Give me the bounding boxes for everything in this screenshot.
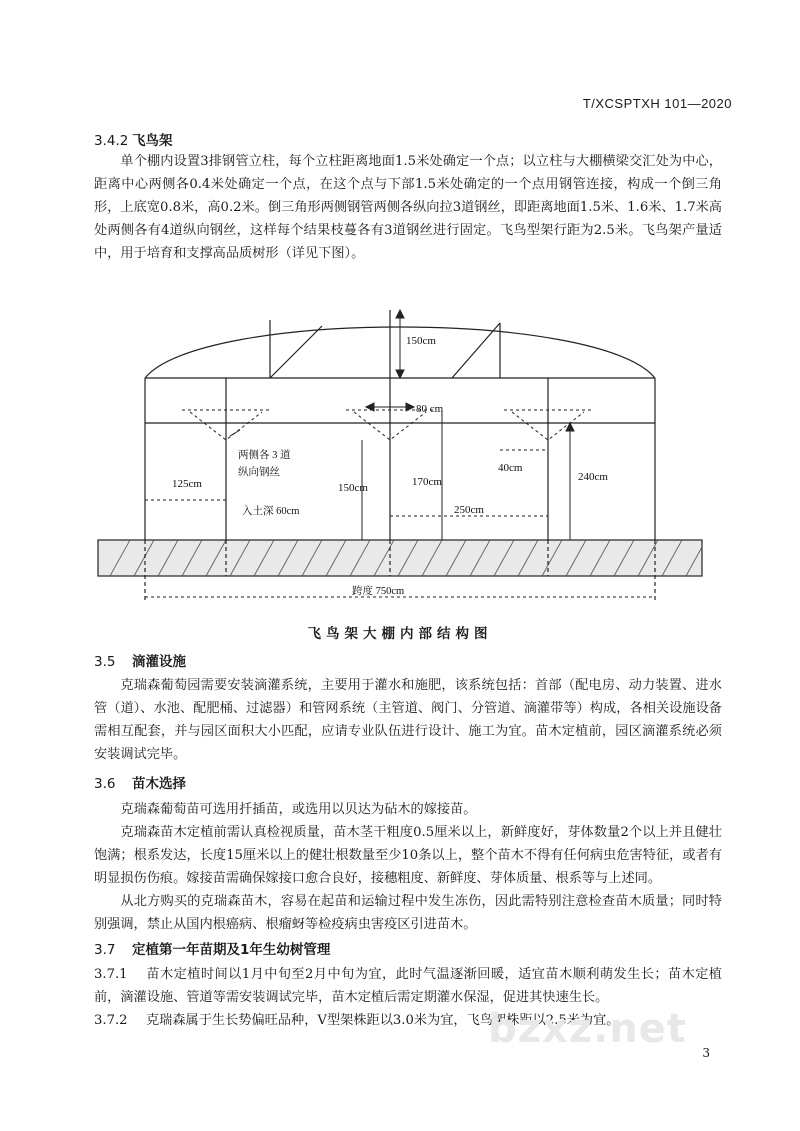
section-heading-3-5 [94,650,186,670]
section-title: 滴灌设施 [132,654,186,670]
paragraph-number: 3.7.1 [94,967,128,982]
section-title: 飞鸟架 [132,133,173,149]
label-burial-depth: 入土深 60cm [242,506,300,517]
label-row-spacing: 250cm [454,504,484,516]
paragraph-3-4-2: 单个棚内设置3排钢管立柱，每个立柱距离地面1.5米处确定一个点；以立柱与大棚横梁交汇处为中心，距离中心两侧各0.4米处确定一个点，在这个点与下部1.5米处确定的一个点用钢管连接，构成一个倒三角形，上底宽0.8米，高0.2米。倒三角形两侧钢管两侧各纵向拉3道钢丝，即距离地面1.5米、1.6米、1.7米高处两侧各有4道纵向钢丝，这样每个结果枝蔓各有3道钢丝进行固定。飞鸟型架行距为2.5米。飞鸟架产量适中，用于培育和支撑高品质树形（详见下图）。 [94,154,722,261]
label-wire-gap: 40cm [498,462,523,474]
document-code: T/XCSPTXH 101—2020 [582,96,732,111]
paragraph-3-5: 克瑞森葡萄园需要安装滴灌系统，主要用于灌水和施肥，该系统包括：首部（配电房、动力装置、进水管（道）、水池、配肥桶、过滤器）和管网系统（主管道、阀门、分管道、滴灌带等）构成，各相关设施设备需相互配套，并与园区面积大小匹配，应请专业队伍进行设计、施工为宜。苗木定植前，园区滴灌系统必须安装调试完毕。 [94,678,722,762]
section-title: 定植第一年苗期及1年生幼树管理 [132,942,331,958]
paragraph-text: 苗木定植时间以1月中旬至2月中旬为宜，此时气温逐渐回暖，适宜苗木顺利萌发生长；苗木定植前，滴灌设施、管道等需安装调试完毕，苗木定植后需定期灌水保湿，促进其快速生长。 [94,967,722,1005]
label-side-offset: 125cm [172,478,202,490]
paragraph-text: 克瑞森属于生长势偏旺品种，V型架株距以3.0米为宜，飞鸟架株距以2.5米为宜。 [146,1013,620,1028]
label-wire-width: 80 cm [416,403,444,415]
soil-band [98,540,702,576]
paragraph-3-7-1 [94,963,722,1009]
section-number: 3.6 [94,776,116,792]
label-beam-height: 240cm [578,471,608,483]
greenhouse-structure-diagram [90,290,710,610]
paragraph-3-6-2: 克瑞森苗木定植前需认真检视质量，苗木茎干粗度0.5厘米以上，新鲜度好，芽体数量2个以上并且健壮饱满；根系发达，长度15厘米以上的健壮根数量至少10条以上，整个苗木不得有任何病虫危害特征，或者有明显损伤伤痕。嫁接苗需确保嫁接口愈合良好，接穗粗度、新鲜度、芽体质量、根系等与上述同。 [94,825,722,886]
section-heading-3-7 [94,938,330,958]
label-top-height: 150cm [406,335,436,347]
paragraph-number: 3.7.2 [94,1013,128,1028]
label-wire-note-2: 纵向钢丝 [238,467,280,478]
label-span: 跨度 750cm [352,586,405,597]
section-number: 3.5 [94,654,116,670]
paragraph-3-6-3: 从北方购买的克瑞森苗木，容易在起苗和运输过程中发生冻伤，因此需特别注意检查苗木质量；同时特别强调，禁止从国内根癌病、根瘤蚜等检疫病虫害疫区引进苗木。 [94,894,722,932]
section-heading-3-6 [94,772,186,792]
figure-caption: 飞鸟架大棚内部结构图 [307,626,493,642]
page-number: 3 [702,1046,710,1060]
label-post-height: 150cm [338,482,368,494]
paragraph-3-6-1: 克瑞森葡萄苗可选用扦插苗，或选用以贝达为砧木的嫁接苗。 [120,802,477,817]
label-wire-height: 170cm [412,476,442,488]
watermark: bzxz.net [488,1006,687,1052]
section-number: 3.4.2 [94,133,129,149]
section-number: 3.7 [94,942,116,958]
label-wire-note-1: 两侧各 3 道 [238,450,291,461]
section-title: 苗木选择 [132,776,186,792]
section-heading-3-4-2 [94,129,173,149]
